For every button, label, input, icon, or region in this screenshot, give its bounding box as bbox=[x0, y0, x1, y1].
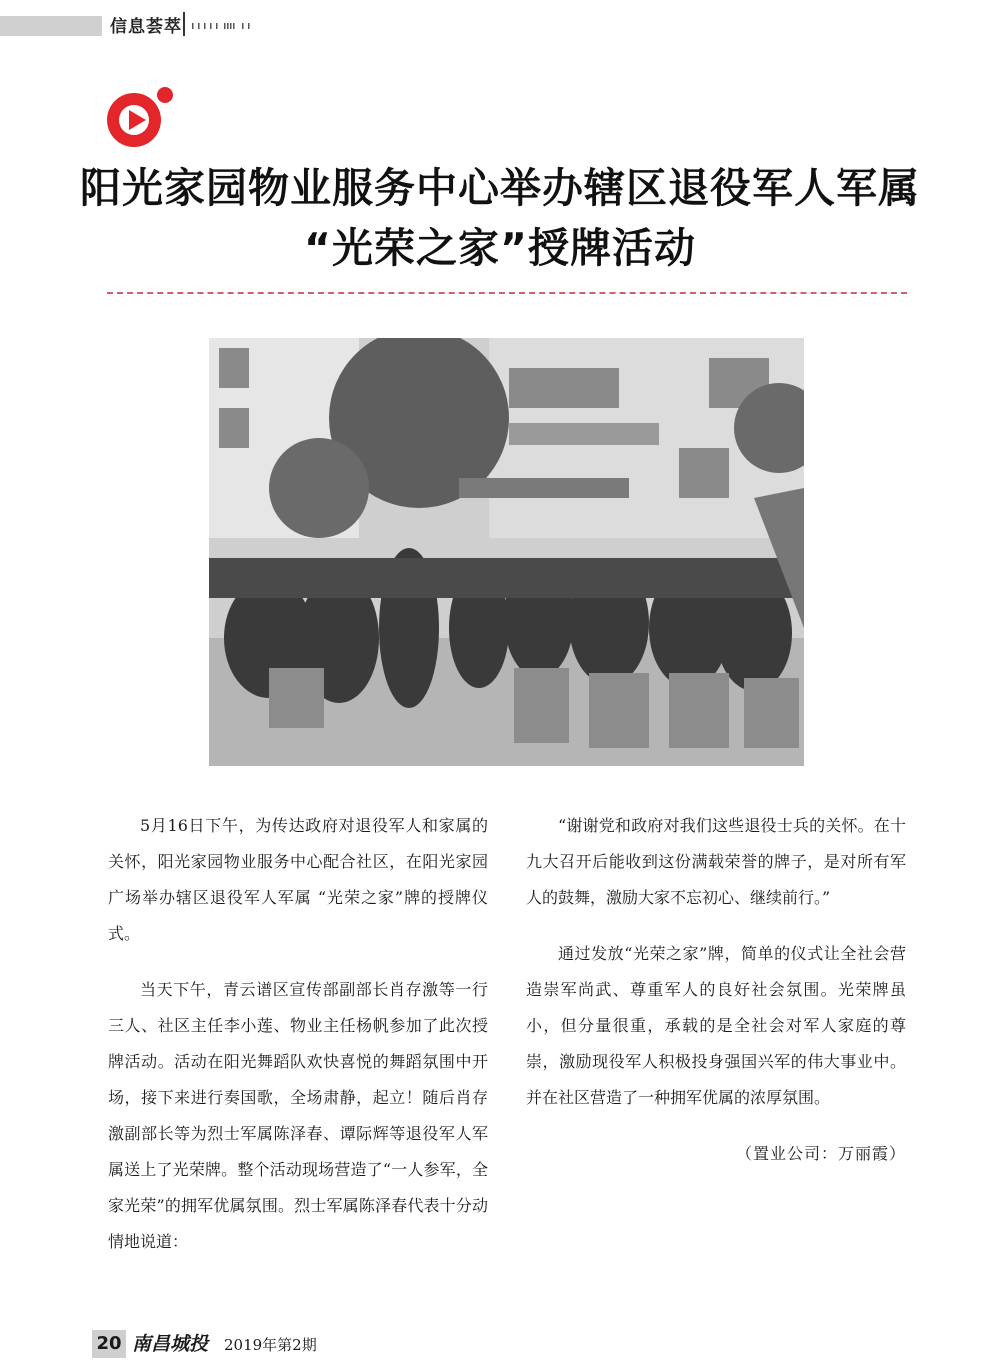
issue-label: 2019年第2期 bbox=[224, 1336, 317, 1354]
header-ticks-decoration bbox=[192, 22, 252, 30]
play-logo-icon bbox=[106, 86, 176, 148]
page-number: 20 bbox=[92, 1330, 126, 1358]
paragraph: “谢谢党和政府对我们这些退役士兵的关怀。在十九大召开后能收到这份满载荣誉的牌子，是对所有军人的鼓舞，激励大家不忘初心、继续前行。” bbox=[526, 816, 906, 907]
event-photo bbox=[209, 338, 804, 766]
paragraph: 5月16日下午，为传达政府对退役军人和家属的关怀，阳光家园物业服务中心配合社区，在阳光家园广场举办辖区退役军人军属 “光荣之家”牌的授牌仪式。 bbox=[108, 816, 488, 943]
section-label: 信息荟萃 bbox=[110, 17, 182, 37]
paragraph: 通过发放“光荣之家”牌，简单的仪式让全社会营造崇军尚武、尊重军人的良好社会氛围。光荣牌虽小，但分量很重，承载的是全社会对军人家庭的尊崇，激励现役军人积极投身强国兴军的伟大事业中。并在社区营造了一种拥军优属的浓厚氛围。 bbox=[526, 944, 906, 1107]
article-title-line2: “光荣之家”授牌活动 bbox=[304, 224, 696, 272]
author-credit: （置业公司：万丽霞） bbox=[735, 1144, 906, 1163]
header-divider bbox=[183, 12, 185, 36]
article-right-column bbox=[526, 808, 906, 1172]
header-band bbox=[0, 16, 102, 36]
article-left-column bbox=[108, 808, 488, 1280]
paragraph: 当天下午，青云谱区宣传部副部长肖存激等一行三人、社区主任李小莲、物业主任杨帆参加了此次授牌活动。活动在阳光舞蹈队欢快喜悦的舞蹈氛围中开场，接下来进行奏国歌，全场肃静，起立！随后肖存激副部长等为烈士军属陈泽春、谭际辉等退役军人军属送上了光荣牌。整个活动现场营造了“一人参军，全家光荣”的拥军优属氛围。烈士军属陈泽春代表十分动情地说道： bbox=[108, 980, 488, 1251]
title-divider bbox=[107, 292, 907, 294]
article-title-line1: 阳光家园物业服务中心举办辖区退役军人军属 bbox=[80, 164, 920, 212]
magazine-name: 南昌城投 bbox=[132, 1333, 209, 1355]
